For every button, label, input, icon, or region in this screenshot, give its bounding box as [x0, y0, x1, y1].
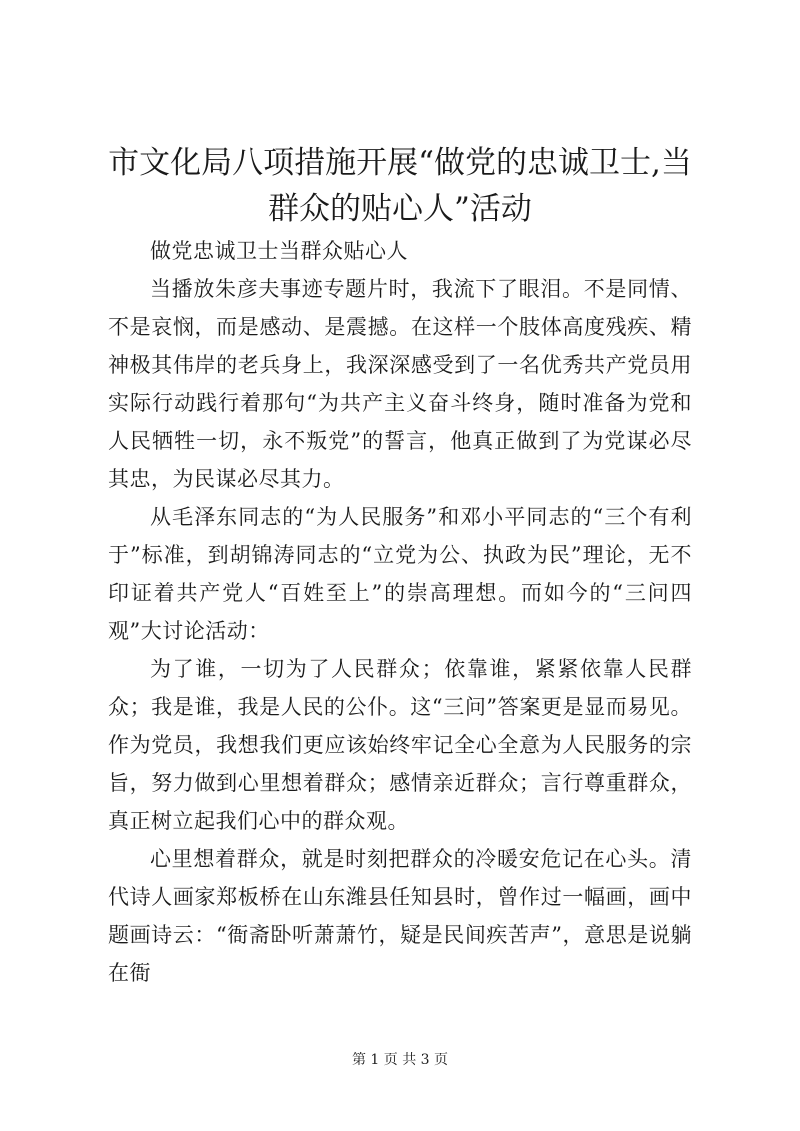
paragraph: 当播放朱彦夫事迹专题片时，我流下了眼泪。不是同情、不是哀悯，而是感动、是震撼。在这样一个肢体高度残疾、精神极其伟岸的老兵身上，我深深感受到了一名优秀共产党员用实际行动践行着那句“为共产主义奋斗终身，随时准备为党和人民牺牲一切，永不叛党”的誓言，他真正做到了为党谋必尽其忠，为民谋必尽其力。	[108, 277, 692, 491]
document-body	[108, 232, 692, 992]
document-title: 市文化局八项措施开展“做党的忠诚卫士,当群众的贴心人”活动	[108, 145, 692, 227]
subtitle-paragraph: 做党忠诚卫士当群众贴心人	[150, 239, 408, 263]
paragraph: 为了谁，一切为了人民群众；依靠谁，紧紧依靠人民群众；我是谁，我是人民的公仆。这“三问”答案更是显而易见。作为党员，我想我们更应该始终牢记全心全意为人民服务的宗旨，努力做到心里想着群众；感情亲近群众；言行尊重群众，真正树立起我们心中的群众观。	[108, 657, 692, 833]
paragraph: 从毛泽东同志的“为人民服务”和邓小平同志的“三个有利于”标准，到胡锦涛同志的“立党为公、执政为民”理论，无不印证着共产党人“百姓至上”的崇高理想。而如今的“三问四观”大讨论活动：	[108, 505, 692, 643]
paragraph: 心里想着群众，就是时刻把群众的冷暖安危记在心头。清代诗人画家郑板桥在山东潍县任知县时，曾作过一幅画，画中题画诗云：“衙斋卧听萧萧竹，疑是民间疾苦声”，意思是说躺在衙	[108, 847, 692, 985]
page-number-footer: 第 1 页 共 3 页	[351, 1052, 449, 1068]
